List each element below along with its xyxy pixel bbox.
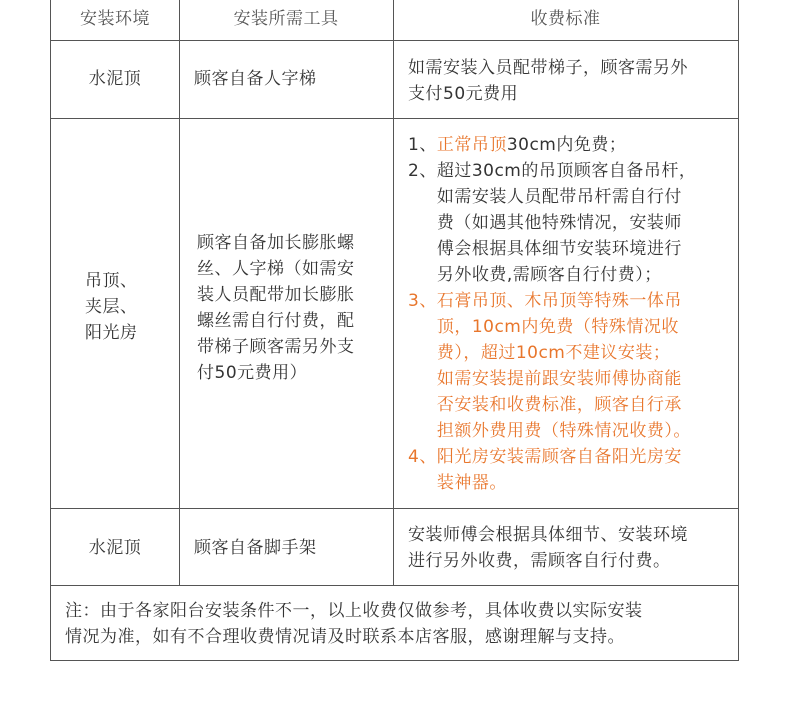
- header-fee: 收费标准: [530, 9, 601, 29]
- fee-list-line: [437, 288, 738, 314]
- fee-list-text: [437, 158, 738, 288]
- header-tools: 安装所需工具: [233, 9, 339, 29]
- fee-list-text: [437, 444, 738, 496]
- fee-list-line: [437, 210, 738, 236]
- fee-list-line: [437, 340, 738, 366]
- fee-table: [50, 0, 739, 661]
- header-env: 安装环境: [80, 9, 150, 29]
- row-divider: [51, 40, 738, 41]
- row3-fee: [408, 522, 738, 574]
- highlight-text: 石膏吊顶、木吊顶等特殊一体吊: [436, 291, 682, 311]
- fee-list-text: [437, 288, 738, 444]
- row2-env: [85, 268, 175, 346]
- fee-list-line: [437, 314, 738, 340]
- row2-tools-line: 螺丝需自行付费，配: [197, 311, 355, 331]
- fee-list-line: [437, 262, 738, 288]
- highlight-text: 否安装和收费标准，顾客自行承: [436, 395, 682, 415]
- fee-list-line: [437, 366, 738, 392]
- fee-list-text: [437, 132, 738, 158]
- row3-tools: 顾客自备脚手架: [194, 538, 317, 558]
- plain-text: 另外收费,需顾客自行付费）；: [436, 265, 662, 285]
- row2-env-line: 吊顶、: [85, 271, 138, 291]
- plain-text: 傅会根据具体细节安装环境进行: [436, 239, 682, 259]
- fee-list-line: [437, 444, 738, 470]
- fee-list-line: [437, 418, 738, 444]
- highlight-text: 正常吊顶: [436, 135, 507, 155]
- row1-tools: 顾客自备人字梯: [194, 69, 317, 89]
- fee-list-item: [408, 288, 738, 444]
- fee-list-item: [408, 158, 738, 288]
- row3-fee-line: 进行另外收费，需顾客自行付费。: [408, 551, 671, 571]
- row2-tools: [197, 230, 393, 386]
- row1-env: 水泥顶: [88, 69, 142, 89]
- highlight-text: 如需安装提前跟安装师傅协商能: [436, 369, 682, 389]
- fee-list-number: 2、: [408, 161, 437, 181]
- col-divider: [393, 0, 394, 585]
- row3-env: 水泥顶: [88, 538, 142, 558]
- row-divider: [51, 508, 738, 509]
- fee-list-line: [437, 470, 738, 496]
- fee-list-line: [437, 184, 738, 210]
- row2-env-line: 夹层、: [85, 297, 138, 317]
- row3-fee-line: 安装师傅会根据具体细节、安装环境: [408, 525, 688, 545]
- plain-text: 超过30cm的吊顶顾客自备吊杆，: [436, 161, 697, 181]
- plain-text: 如需安装人员配带吊杆需自行付: [436, 187, 682, 207]
- highlight-text: 装神器。: [436, 473, 507, 493]
- plain-text: 费（如遇其他特殊情况，安装师: [436, 213, 682, 233]
- highlight-text: 阳光房安装需顾客自备阳光房安: [436, 447, 682, 467]
- fee-list-number: 3、: [408, 291, 437, 311]
- row1-fee-line: 支付50元费用: [408, 84, 519, 104]
- row2-tools-line: 丝、人字梯（如需安: [197, 259, 355, 279]
- fee-list-item: [408, 444, 738, 496]
- highlight-text: 担额外费用费（特殊情况收费）。: [436, 421, 691, 441]
- fee-list-number: 4、: [408, 447, 437, 467]
- row2-tools-line: 带梯子顾客需另外支: [197, 337, 355, 357]
- highlight-text: 顶，10cm内免费（特殊情况收: [436, 317, 679, 337]
- fee-list-item: [408, 132, 738, 158]
- plain-text: 30cm内免费；: [506, 135, 627, 155]
- note: [65, 598, 735, 650]
- fee-list-line: [437, 158, 738, 184]
- row2-tools-line: 顾客自备加长膨胀螺: [197, 233, 355, 253]
- fee-list-line: [437, 236, 738, 262]
- row2-env-line: 阳光房: [85, 323, 138, 343]
- highlight-text: 费），超过10cm不建议安装；: [436, 343, 671, 363]
- note-line: 注：由于各家阳台安装条件不一，以上收费仅做参考，具体收费以实际安装: [65, 601, 643, 621]
- row1-fee-line: 如需安装入员配带梯子，顾客需另外: [408, 58, 688, 78]
- fee-list-line: [437, 132, 738, 158]
- row2-tools-line: 付50元费用）: [197, 363, 308, 383]
- row-divider: [51, 118, 738, 119]
- row-divider: [51, 585, 738, 586]
- col-divider: [179, 0, 180, 585]
- row1-fee: [408, 55, 738, 107]
- row2-fee-list: [408, 132, 738, 496]
- fee-list-number: 1、: [408, 135, 437, 155]
- fee-list-line: [437, 392, 738, 418]
- note-line: 情况为准，如有不合理收费情况请及时联系本店客服，感谢理解与支持。: [65, 627, 625, 647]
- row2-tools-line: 装人员配带加长膨胀: [197, 285, 355, 305]
